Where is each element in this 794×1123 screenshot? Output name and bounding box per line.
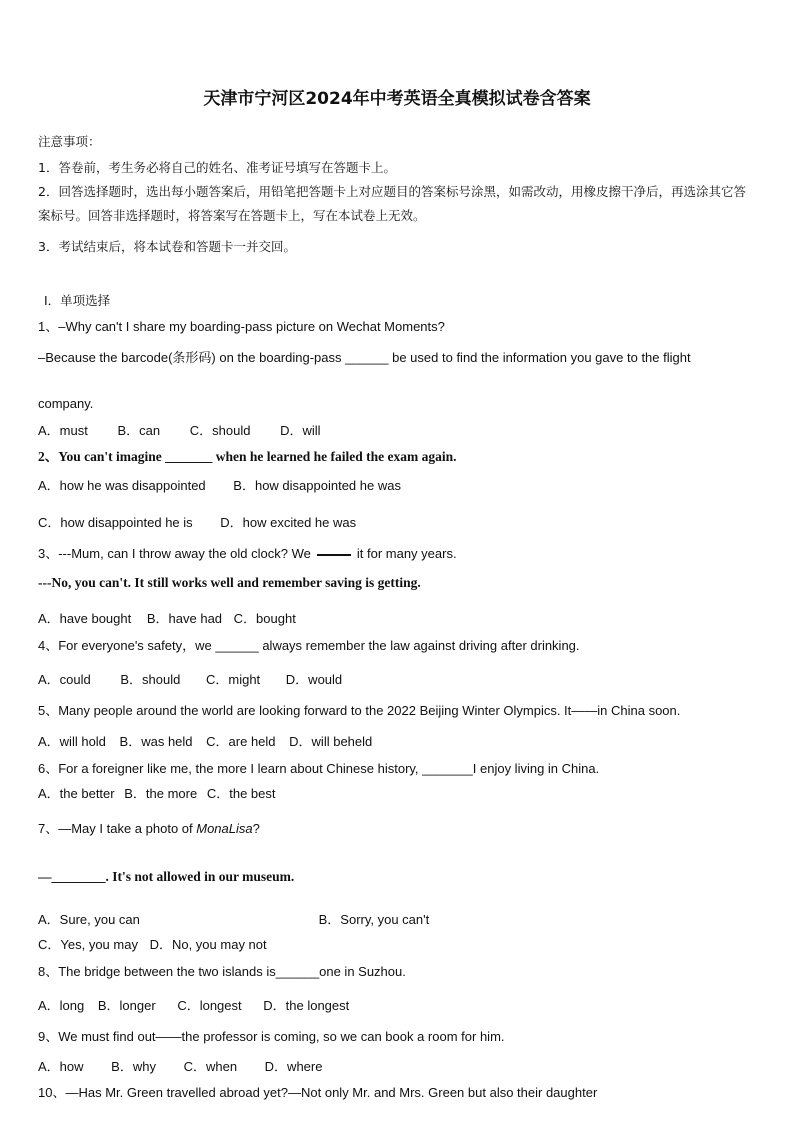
q6-option-b: B．the more — [124, 786, 198, 801]
q6-options — [38, 786, 276, 802]
q1-options — [38, 423, 321, 439]
notice-item-3: 3．考试结束后，将本试卷和答题卡一并交回。 — [38, 239, 296, 254]
q3-option-a: A．have bought — [38, 611, 132, 626]
q5-stem: 5、Many people around the world are looking forward to the 2022 Beijing Winter Olympics. It——in China soon. — [38, 703, 681, 718]
q3-option-c: C．bought — [233, 611, 296, 626]
q9-stem: 9、We must find out——the professor is coming, so we can book a room for him. — [38, 1029, 505, 1044]
q7-stem-line1 — [38, 821, 260, 837]
q3-stem-part1: 3、---Mum, can I throw away the old clock? We — [38, 546, 311, 561]
q1-option-a: A．must — [38, 423, 88, 438]
q1-stem-line3: company. — [38, 396, 94, 411]
q7-options-row1 — [38, 912, 429, 928]
q1-stem-line2: –Because the barcode(条形码) on the boarding-pass ______ be used to find the information you gave to the flight — [38, 350, 691, 365]
q8-option-a: A．long — [38, 998, 85, 1013]
section-heading: Ⅰ．单项选择 — [44, 293, 111, 308]
q6-option-c: C．the best — [206, 786, 276, 801]
q2-option-a: A．how he was disappointed — [38, 478, 206, 493]
q2-options-row2 — [38, 515, 356, 531]
q9-option-c: C．when — [183, 1059, 238, 1074]
q5-option-c: C．are held — [206, 734, 276, 749]
q8-option-b: B．longer — [97, 998, 156, 1013]
q2-stem: 2、You can't imagine _______ when he learned he failed the exam again. — [38, 449, 457, 464]
q2-option-b: B．how disappointed he was — [233, 478, 401, 493]
q2-options-row1 — [38, 478, 401, 494]
notice-item-1: 1．答卷前，考生务必将自己的姓名、准考证号填写在答题卡上。 — [38, 160, 396, 175]
q8-option-d: D．the longest — [263, 998, 350, 1013]
q4-option-c: C．might — [205, 672, 261, 687]
q9-option-a: A．how — [38, 1059, 84, 1074]
notice-heading: 注意事项： — [38, 134, 101, 149]
q6-option-a: A．the better — [38, 786, 115, 801]
q9-option-d: D．where — [264, 1059, 323, 1074]
q4-option-d: D．would — [285, 672, 343, 687]
q3-stem-line2: ---No, you can't. It still works well and remember saving is getting. — [38, 575, 421, 590]
blank-dash — [317, 554, 351, 556]
q6-stem: 6、For a foreigner like me, the more I learn about Chinese history, _______I enjoy living in China. — [38, 761, 600, 776]
q3-stem-line1 — [38, 546, 457, 562]
q2-option-c: C．how disappointed he is — [38, 515, 193, 530]
q7-option-c: C．Yes, you may — [38, 937, 138, 952]
page-title: 天津市宁河区2024年中考英语全真模拟试卷含答案 — [203, 89, 591, 109]
q10-stem: 10、—Has Mr. Green travelled abroad yet?—Not only Mr. and Mrs. Green but also their daughter — [38, 1085, 598, 1100]
q9-options — [38, 1059, 322, 1075]
notice-item-2: 2．回答选择题时，选出每小题答案后，用铅笔把答题卡上对应题目的答案标号涂黑，如需改动，用橡皮擦干净后，再选涂其它答案标号。回答非选择题时，将答案写在答题卡上，写在本试卷上无效。 — [38, 184, 746, 223]
q5-option-a: A．will hold — [38, 734, 106, 749]
q7-option-b: B．Sorry, you can't — [318, 912, 430, 927]
q1-option-d: D．will — [280, 423, 321, 438]
q4-option-b: B．should — [120, 672, 181, 687]
q7-option-a: A．Sure, you can — [38, 912, 140, 927]
q7-options-row2 — [38, 937, 267, 953]
q2-option-d: D．how excited he was — [220, 515, 357, 530]
q7-stem-part2: ? — [252, 821, 260, 836]
q7-stem-part1: 7、—May I take a photo of — [38, 821, 197, 836]
q4-stem: 4、For everyone's safety，we ______ always remember the law against driving after drinking. — [38, 638, 580, 653]
q8-option-c: C．longest — [177, 998, 242, 1013]
q5-option-d: D．will beheld — [289, 734, 373, 749]
q4-option-a: A．could — [38, 672, 91, 687]
q1-option-c: C．should — [189, 423, 251, 438]
q4-options — [38, 672, 342, 688]
q5-options — [38, 734, 372, 750]
q1-stem-line1: 1、–Why can't I share my boarding-pass picture on Wechat Moments? — [38, 319, 445, 334]
q7-stem-line2: —________. It's not allowed in our museum. — [38, 869, 295, 884]
q3-option-b: B．have had — [146, 611, 223, 626]
q3-stem-part2: it for many years. — [356, 546, 457, 561]
q1-option-b: B．can — [117, 423, 161, 438]
q5-option-b: B．was held — [119, 734, 193, 749]
q8-stem: 8、The bridge between the two islands is______one in Suzhou. — [38, 964, 406, 979]
q7-option-d: D．No, you may not — [149, 937, 267, 952]
q7-stem-italic: MonaLisa — [196, 821, 253, 836]
q3-options — [38, 611, 296, 627]
q8-options — [38, 998, 349, 1014]
q9-option-b: B．why — [111, 1059, 156, 1074]
